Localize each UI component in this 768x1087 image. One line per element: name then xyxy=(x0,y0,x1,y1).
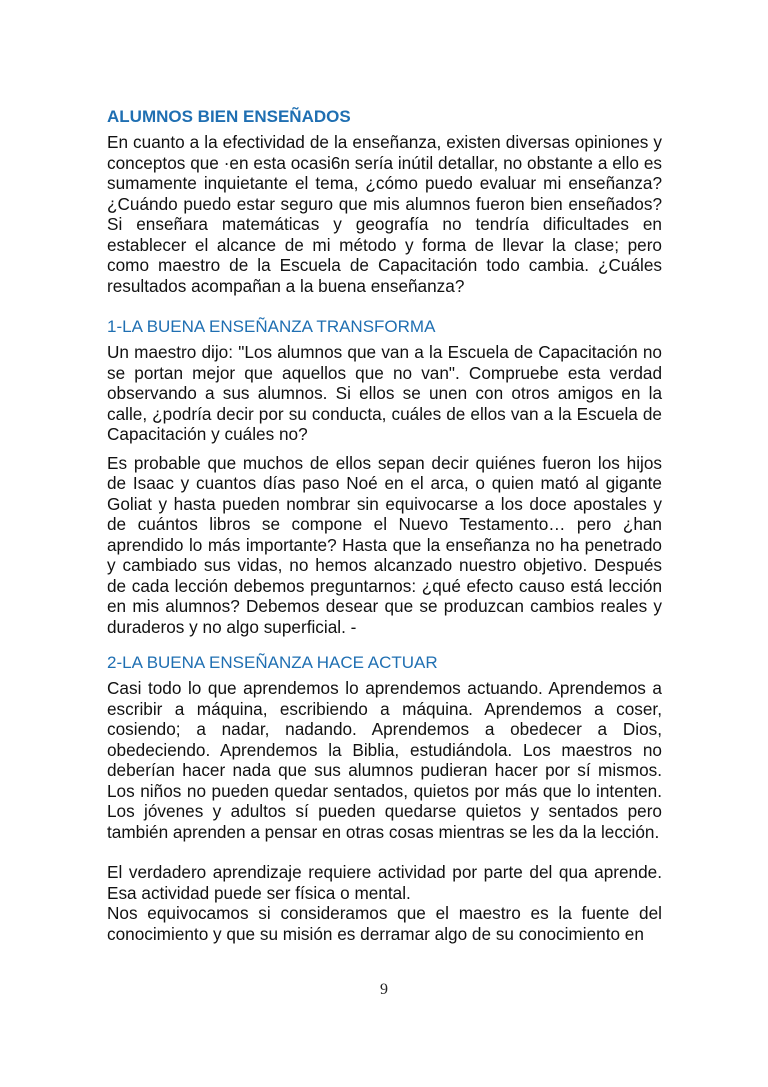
section-heading-alumnos: ALUMNOS BIEN ENSEÑADOS xyxy=(107,107,351,126)
section-heading-actuar: 2-LA BUENA ENSEÑANZA HACE ACTUAR xyxy=(107,653,438,672)
paragraph-transforma-1: Un maestro dijo: "Los alumnos que van a la Escuela de Capacitación no se portan mejor que aquellos que no van". Compruebe esta verdad observando a sus alumnos. Si ellos se unen con otros amigos en la calle, ¿podría decir por su conducta, cuáles de ellos van a la Escuela de Capacitación y cuáles no? xyxy=(107,342,662,444)
paragraph-actuar-3: Nos equivocamos si consideramos que el maestro es la fuente del conocimiento y que su misión es derramar algo de su conocimiento en xyxy=(107,903,662,944)
paragraph-transforma-2: Es probable que muchos de ellos sepan decir quiénes fueron los hijos de Isaac y cuantos días paso Noé en el arca, o quien mató al gigante Goliat y hasta pueden nombrar sin equivocarse a los doce apostales y de cuántos libros se compone el Nuevo Testamento… pero ¿han aprendido lo más importante? Hasta que la enseñanza no ha penetrado y cambiado sus vidas, no hemos alcanzado nuestro objetivo. Después de cada lección debemos preguntarnos: ¿qué efecto causo está lección en mis alumnos? Debemos desear que se produzcan cambios reales y duraderos y no algo superficial. - xyxy=(107,452,662,637)
paragraph-intro: En cuanto a la efectividad de la enseñanza, existen diversas opiniones y conceptos que ·en esta ocasi6n sería inútil detallar, no obstante a ello es sumamente inquietante el tema, ¿cómo puedo evaluar mi enseñanza? ¿Cuándo puedo estar seguro que mis alumnos fueron bien enseñados? Si enseñara matemáticas y geografía no tendría dificultades en establecer el alcance de mi método y forma de llevar la clase; pero como maestro de la Escuela de Capacitación todo cambia. ¿Cuáles resultados acompañan a la buena enseñanza? xyxy=(107,132,662,296)
page-number: 9 xyxy=(380,981,388,998)
document-page xyxy=(107,106,662,944)
section-heading-transforma: 1-LA BUENA ENSEÑANZA TRANSFORMA xyxy=(107,317,436,336)
paragraph-actuar-1: Casi todo lo que aprendemos lo aprendemos actuando. Aprendemos a escribir a máquina, escribiendo a máquina. Aprendemos a coser, cosiendo; a nadar, nadando. Aprendemos a obedecer a Dios, obedeciendo. Aprendemos la Biblia, estudiándola. Los maestros no deberían hacer nada que sus alumnos pudieran hacer por sí mismos. Los niños no pueden quedar sentados, quietos por más que lo intenten. Los jóvenes y adultos sí pueden quedarse quietos y sentados pero también aprenden a pensar en otras cosas mientras se les da la lección. xyxy=(107,678,662,842)
paragraph-actuar-2: El verdadero aprendizaje requiere actividad por parte del qua aprende. Esa actividad puede ser física o mental. xyxy=(107,862,662,903)
